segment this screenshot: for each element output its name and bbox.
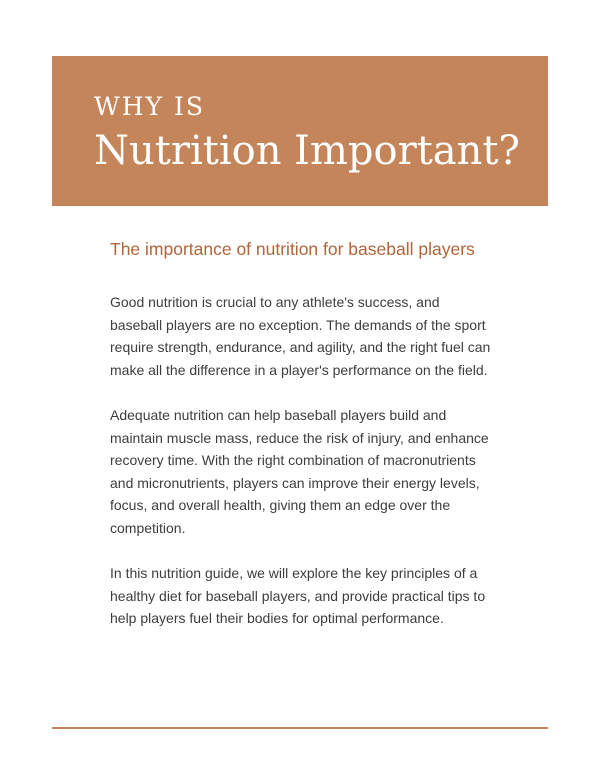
paragraph-2: Adequate nutrition can help baseball players build and maintain muscle mass, reduce the risk of injury, and enhance recovery time. With the right combination of macronutrients and micronutrients, players can improve their energy levels, focus, and overall health, giving them an edge over the competition. [110,407,489,536]
section-subheading: The importance of nutrition for baseball players [110,239,475,259]
title-banner [52,56,548,206]
banner-kicker: WHY IS [94,92,205,121]
paragraph-1: Good nutrition is crucial to any athlete's success, and baseball players are no exception. The demands of the sport require strength, endurance, and agility, and the right fuel can make all the difference in a player's performance on the field. [110,294,491,378]
bottom-divider [52,727,548,729]
banner-headline: Nutrition Important? [94,128,520,174]
paragraph-3: In this nutrition guide, we will explore the key principles of a healthy diet for baseball players, and provide practical tips to help players fuel their bodies for optimal performance. [110,565,486,626]
article-content [110,236,495,653]
